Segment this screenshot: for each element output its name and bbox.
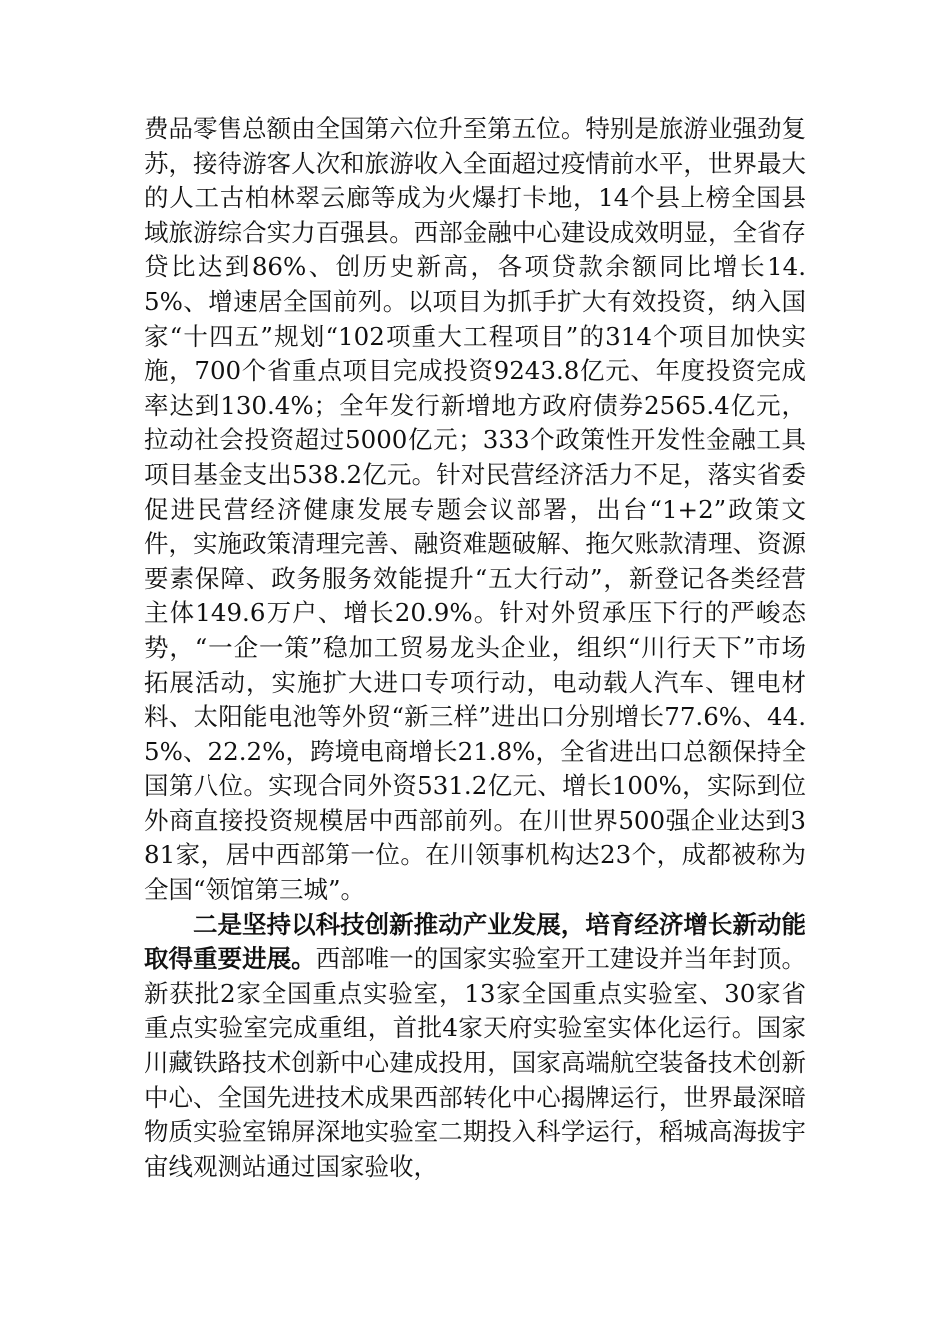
body-paragraph-1 [144,112,806,908]
paragraph-text: 西部唯一的国家实验室开工建设并当年封顶。新获批2家全国重点实验室，13家全国重点实验室、30家省重点实验室完成重组，首批4家天府实验室实体化运行。国家川藏铁路技术创新中心建成投用，国家高端航空装备技术创新中心、全国先进技术成果西部转化中心揭牌运行，世界最深暗物质实验室锦屏深地实验室二期投入科学运行，稻城高海拔宇宙线观测站通过国家验收， [144,944,807,1181]
paragraph-text: 费品零售总额由全国第六位升至第五位。特别是旅游业强劲复苏，接待游客人次和旅游收入全面超过疫情前水平，世界最大的人工古柏林翠云廊等成为火爆打卡地，14个县上榜全国县域旅游综合实力百强县。西部金融中心建设成效明显，全省存贷比达到86%、创历史新高，各项贷款余额同比增长14.5%、增速居全国前列。以项目为抓手扩大有效投资，纳入国家“十四五”规划“102项重大工程项目”的314个项目加快实施，700个省重点项目完成投资9243.8亿元、年度投资完成率达到130.4%；全年发行新增地方政府债券2565.4亿元，拉动社会投资超过5000亿元；333个政策性开发性金融工具项目基金支出538.2亿元。针对民营经济活力不足，落实省委促进民营经济健康发展专题会议部署，出台“1+2”政策文件，实施政策清理完善、融资难题破解、拖欠账款清理、资源要素保障、政务服务效能提升“五大行动”，新登记各类经营主体149.6万户、增长20.9%。针对外贸承压下行的严峻态势，“一企一策”稳加工贸易龙头企业，组织“川行天下”市场拓展活动，实施扩大进口专项行动，电动载人汽车、锂电材料、太阳能电池等外贸“新三样”进出口分别增长77.6%、44.5%、22.2%，跨境电商增长21.8%，全省进出口总额保持全国第八位。实现合同外资531.2亿元、增长100%，实际到位外商直接投资规模居中西部前列。在川世界500强企业达到381家，居中西部第一位。在川领事机构达23个，成都被称为全国“领馆第三城”。 [144,114,806,905]
body-paragraph-2 [144,908,806,1185]
paragraph-lead-heading: 二是坚持以科技创新推动产业发展，培育经济增长新动能取得重要进展。 [144,909,806,974]
document-page [144,112,806,1184]
